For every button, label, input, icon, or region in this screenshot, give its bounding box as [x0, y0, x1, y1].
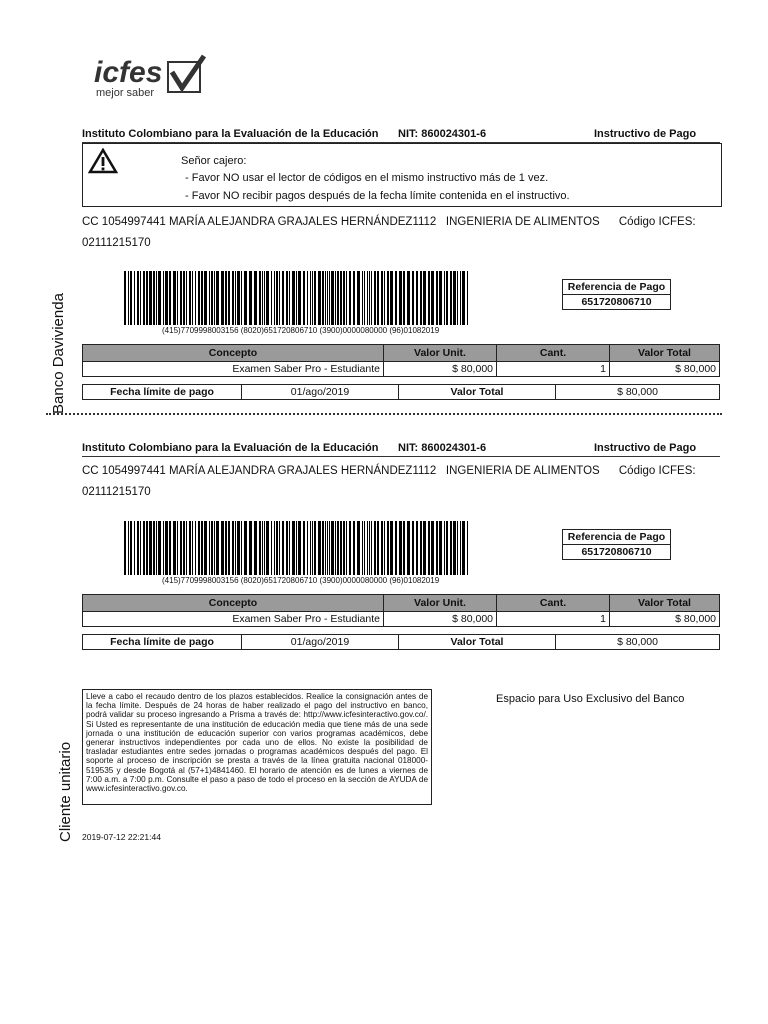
timestamp: 2019-07-12 22:21:44 — [82, 832, 161, 842]
deadline-table — [82, 384, 720, 400]
nit: NIT: 860024301-6 — [398, 442, 487, 454]
warning-line-1: - Favor NO usar el lector de códigos en el mismo instructivo más de 1 vez. — [185, 172, 549, 184]
total-value: $ 80,000 — [556, 385, 720, 400]
col-concepto: Concepto — [83, 345, 384, 362]
cell-cant: 1 — [497, 362, 610, 377]
payment-reference-value: 651720806710 — [581, 296, 652, 308]
col-valor-unit: Valor Unit. — [384, 595, 497, 612]
student-code: 02111215170 — [82, 486, 151, 498]
cell-valor-unit: $ 80,000 — [384, 362, 497, 377]
payment-reference-label: Referencia de Pago — [563, 530, 670, 545]
student-code: 02111215170 — [82, 237, 151, 249]
col-valor-unit: Valor Unit. — [384, 345, 497, 362]
table-row — [83, 612, 720, 627]
bank-space-label: Espacio para Uso Exclusivo del Banco — [496, 693, 685, 705]
institution-name: Instituto Colombiano para la Evaluación de la Educación — [82, 442, 379, 454]
deadline-value: 01/ago/2019 — [242, 385, 399, 400]
col-valor-total: Valor Total — [610, 345, 720, 362]
col-concepto: Concepto — [83, 595, 384, 612]
cell-valor-total: $ 80,000 — [610, 612, 720, 627]
divider — [82, 456, 720, 457]
barcode — [124, 271, 472, 325]
bank-label: Banco Davivienda — [50, 293, 67, 414]
col-valor-total: Valor Total — [610, 595, 720, 612]
table-row — [83, 385, 720, 400]
total-label: Valor Total — [399, 385, 556, 400]
cell-cant: 1 — [497, 612, 610, 627]
instructions-note: Lleve a cabo el recaudo dentro de los plazos establecidos. Realice la consignación antes de la fecha límite. Después de 24 horas de haber realizado el pago del instructivo en banco, podrá validar su proceso ingresando a Prisma a través de: http://www.icfesinteractivo.gov.co/. Si Usted es representante de una institución de educación media que tiene más de una sede jornada o una institución de educación superior con varios programas académicos, debe generar instructivos independientes por cada uno de ellos. No existe la posibilidad de trasladar estudiantes entre sedes jornadas o programas académicos después del pago. El soporte al proceso de inscripción se presta a través de la línea gratuita nacional 018000-519535 y desde Bogotá al (57+1)4841460. El horario de atención es de lunes a viernes de 7:00 a.m. a 7:00 p.m. Consulte el paso a paso de todo el proceso en la sección de AYUDA de www.icfesinteractivo.gov.co. — [82, 689, 432, 805]
doc-type: Instructivo de Pago — [594, 442, 697, 454]
cashier-warning-box — [82, 143, 722, 207]
cell-valor-unit: $ 80,000 — [384, 612, 497, 627]
student-info: CC 1054997441 MARÍA ALEJANDRA GRAJALES HERNÁNDEZ1112 INGENIERIA DE ALIMENTOS Código ICFES: — [82, 465, 696, 477]
icfes-logo — [92, 52, 212, 102]
cell-concepto: Examen Saber Pro - Estudiante — [83, 362, 384, 377]
client-label: Cliente unitario — [57, 741, 74, 842]
table-header-row — [83, 345, 720, 362]
deadline-label: Fecha límite de pago — [83, 385, 242, 400]
logo-brand: icfes — [94, 56, 163, 89]
payment-reference-box — [562, 279, 671, 310]
table-header-row — [83, 595, 720, 612]
institution-name: Instituto Colombiano para la Evaluación de la Educación — [82, 128, 379, 140]
warning-icon — [88, 148, 118, 174]
total-value: $ 80,000 — [556, 635, 720, 650]
nit: NIT: 860024301-6 — [398, 128, 487, 140]
barcode-text: (415)7709998003156 (8020)651720806710 (3900)0000080000 (96)01082019 — [162, 576, 440, 585]
col-cant: Cant. — [497, 595, 610, 612]
payment-reference-box — [562, 529, 671, 560]
table-row — [83, 635, 720, 650]
barcode — [124, 521, 472, 575]
cell-valor-total: $ 80,000 — [610, 362, 720, 377]
doc-type: Instructivo de Pago — [594, 128, 697, 140]
deadline-table — [82, 634, 720, 650]
barcode-text: (415)7709998003156 (8020)651720806710 (3900)0000080000 (96)01082019 — [162, 326, 440, 335]
payment-reference-label: Referencia de Pago — [563, 280, 670, 295]
total-label: Valor Total — [399, 635, 556, 650]
payment-reference-value: 651720806710 — [581, 546, 652, 558]
table-row — [83, 362, 720, 377]
concept-table — [82, 594, 720, 627]
deadline-value: 01/ago/2019 — [242, 635, 399, 650]
logo-tagline: mejor saber — [96, 87, 155, 99]
concept-table — [82, 344, 720, 377]
col-cant: Cant. — [497, 345, 610, 362]
student-info: CC 1054997441 MARÍA ALEJANDRA GRAJALES HERNÁNDEZ1112 INGENIERIA DE ALIMENTOS Código ICFES: — [82, 216, 696, 228]
cell-concepto: Examen Saber Pro - Estudiante — [83, 612, 384, 627]
warning-line-2: - Favor NO recibir pagos después de la fecha límite contenida en el instructivo. — [185, 190, 570, 202]
cut-line — [46, 413, 722, 415]
warning-greeting: Señor cajero: — [181, 155, 247, 167]
deadline-label: Fecha límite de pago — [83, 635, 242, 650]
